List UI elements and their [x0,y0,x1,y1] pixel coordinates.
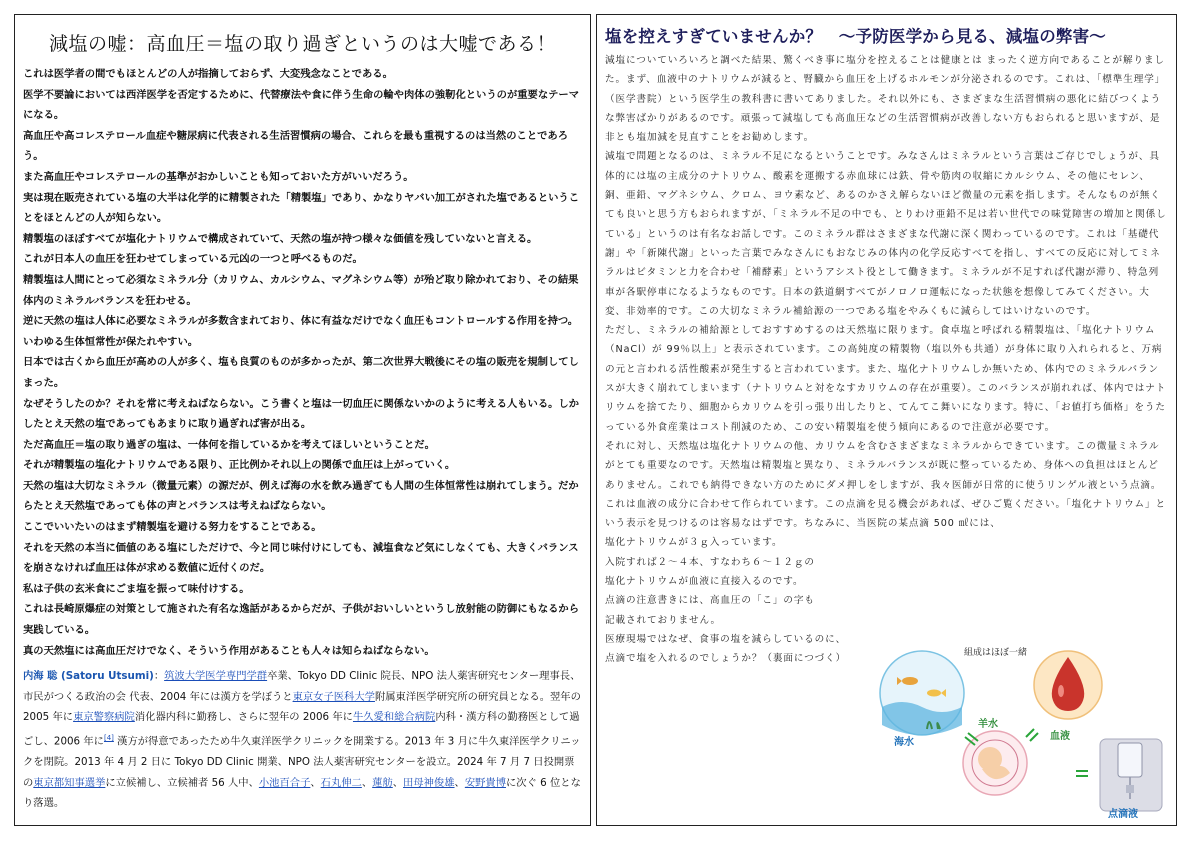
link-twmu[interactable]: 東京女子医科大学 [292,690,375,703]
seawater-label: 海水 [894,737,914,748]
illustration-graphic [872,645,1172,821]
right-article [596,14,1177,826]
link-anno[interactable]: 安野貴博 [464,776,507,789]
author-bio [23,666,582,814]
left-article-title: 減塩の嘘：高血圧＝塩の取り過ぎというのは大嘘である！ [48,33,556,55]
paragraph-line: 塩化ナトリウムが３ｇ入っています。 [605,537,783,549]
bio-text: 漢方が得意であったため牛久東洋医学クリニックを開業する。2013 年 3 月に牛久東洋医学クリニックを閉院。2013 年 4 月 2 日に Tokyo DD Clinic 開業、NPO 法人薬害研究センターを設立。2024 年 7 月 7 日投開票の [23,735,581,789]
link-ishimaru[interactable]: 石丸伸二 [320,776,362,789]
bio-text: に次ぐ 6 位となり落選。 [23,776,581,810]
paragraph-line: 点滴の注意書きには、高血圧の「こ」の字も [605,595,815,607]
iv-drip-icon [1100,739,1162,811]
right-article-body [605,51,1168,669]
paragraph: これが日本人の血圧を狂わせてしまっている元凶の一つと呼べるものだ。 [23,253,363,266]
paragraph-line: 塩化ナトリウムが血液に直接入るのです。 [605,576,804,588]
paragraph: 精製塩は人間にとって必須なミネラル分（カリウム、カルシウム、マグネシウム等）が殆ど取り除かれており、その結果体内のミネラルバランスを狂わせる。 [23,273,579,307]
blood-drop-icon [1034,651,1102,719]
paragraph: 真の天然塩には高血圧だけでなく、そういう作用があることも人々は知らねばならない。 [23,644,435,657]
illustration-caption: 組成はほぼ一緒 [964,648,1028,658]
paragraph: 日本では古くから血圧が高めの人が多く、塩も良質のものが多かったが、第二次世界大戦後にその塩の販売を規制してしまった。 [23,356,579,389]
paragraph: なぜそうしたのか？それを常に考えねばならない。こう書くと塩は一切血圧に関係ないかのように考える人もいる。しかしたとえ天然の塩であってもあまりに取り過ぎれば害が出る。 [23,397,580,431]
bio-text: 、 [310,776,321,789]
paragraph: それが精製塩の塩化ナトリウムである限り、正比例かそれ以上の関係で血圧は上がっていく。 [23,459,456,472]
link-ushiku-aiwa[interactable]: 牛久愛和総合病院 [352,711,436,724]
bio-text: 、 [454,776,465,789]
link-koike[interactable]: 小池百合子 [258,776,311,789]
paragraph: 私は子供の玄米食にごま塩を振って味付けする。 [23,582,250,595]
author-name: 内海 聡 (Satoru Utsumi) [23,670,154,683]
paragraph: ただ高血圧＝塩の取り過ぎの塩は、一体何を指しているかを考えてほしいということだ。 [23,438,435,451]
bio-text: 卒業、Tokyo DD Clinic 院長、NPO 法人薬害研究センター理事長、市民がつくる政治の会 代表、2004 年には漢方を学ぼうと [23,670,581,703]
paragraph-line: 記載されておりません。 [605,614,722,626]
link-renho[interactable]: 蓮舫 [372,776,393,789]
paragraph: 逆に天然の塩は人体に必要なミネラルが多数含まれており、体に有益なだけでなく血圧もコントロールする作用を持つ。いわゆる生体恒常性が保たれやすい。 [23,315,579,348]
paragraph: 精製塩のほぼすべてが塩化ナトリウムで構成されていて、天然の塩が持つ様々な価値を残していないと言える。 [23,232,538,245]
paragraph-line: 点滴で塩を入れるのでしょうか？（裏面につづく） [605,653,847,665]
paragraph-line: 医療現場ではなぜ、食事の塩を減らしているのに、 [605,633,847,645]
amniotic-icon [963,731,1027,795]
paragraph: ただし、ミネラルの補給源としておすすめするのは天然塩に限ります。食卓塩と呼ばれる精製塩は、「塩化ナトリウム（NaCl）が 99％以上」と表示されています。この高純度の精製物（塩以外も共通）が身体に取り入れられると、万病の元と言われる活性酸素が発生すると言われています。また、塩化ナトリウムしか無いため、体内でのミネラルバランスが大きく崩れてしまいます（ナトリウムと対をなすカリウムの存在が重要）。このバランスが崩れれば、体内ではナトリウムを捨てたり、細胞からカリウムを引っ張り出したりと、てんてこ舞いになります。特に、「お値打ち価格」をうたっている外食産業はコスト削減のため、この安い精製塩を使う傾向にあるので注意が必要です。 [605,325,1167,433]
paragraph: 高血圧や高コレステロール血症や糖尿病に代表される生活習慣病の場合、これらを最も重視するのは当然のことであろう。 [23,129,569,163]
link-police-hospital[interactable]: 東京警察病院 [73,711,135,724]
bio-text: に立候補し、立候補者 56 人中、 [105,776,259,789]
paragraph: これは医学者の間でもほとんどの人が指摘しておらず、大変残念なことである。 [23,68,393,80]
citation-link[interactable]: [4] [103,734,114,742]
amniotic-label: 羊水 [978,719,998,730]
paragraph: それを天然の本当に価値のある塩にしただけで、今と同じ味付けにしても、減塩食など気にしなくても、大きくバランスを崩さなければ血圧は体が求める数値に近付くのだ。 [23,541,579,575]
paragraph: これは長崎原爆症の対策として施された有名な逸話があるからだが、子供がおいしいというし放射能の防御にもなるから実践している。 [23,603,580,637]
bio-text: 附属東洋医学研究所の研究員となる。翌年の 2005 年に [23,690,581,724]
link-tsukuba[interactable]: 筑波大学医学専門学群 [164,670,268,683]
left-article-body [23,64,582,661]
paragraph: 減塩で問題となるのは、ミネラル不足になるということです。みなさんはミネラルという言葉はご存じでしょうが、具体的には塩の主成分のナトリウム、酸素を運搬する赤血球には鉄、骨や筋肉の収縮にカルシウム、その他にセレン、銅、亜鉛、マグネシウム、クロム、ヨウ素など、あるのかさえ解らないほど微量の元素を指します。そんなものが無くても良いと思う方もおられますが、「ミネラル不足の中でも、とりわけ亜鉛不足は若い世代での味覚障害の増加と関係している」というのは有名なお話しです。このミネラル群はさまざまな代謝に深く関わっているのです。これは「基礎代謝」や「新陳代謝」といった言葉でみなさんにもおなじみの体内の化学反応すべてを指し、すべての反応に対してミネラルはビタミンと力を合わせ「補酵素」というアシスト役として働きます。ミネラルが不足すれば代謝が滞り、特急列車が各駅停車になるようなものです。日本の鉄道網すべてがノロノロ運転になった状態を想像してみてください。大変、非効率的です。この大切なミネラル補給源の一つである塩をやみくもに減らしてはいけないのです。 [605,151,1167,317]
left-article [14,14,591,826]
paragraph-line: 入院すれば２～４本、すなわち６～１２ｇの [605,556,815,568]
bio-text: 、 [361,776,373,789]
bio-text: 消化器内科に勤務し、さらに翌年の 2006 年に [134,711,353,724]
paragraph: ここでいいたいのはまず精製塩を避ける努力をすることである。 [23,521,322,534]
paragraph: 減塩についていろいろと調べた結果、驚くべき事に塩分を控えることは健康とは まったく逆方向であることが解りました。まず、血液中のナトリウムが減ると、腎臓から血圧を上げるホルモンが分泌されるのです。これは、「標準生理学」（医学書院）という医学生の教科書に書いてありました。それ以外にも、さまざまな生活習慣病の悪化に結びつくような弊害ばかりがあるのです。頑張って減塩しても高血圧などの生活習慣病が改善しない方もおられると思いますが、是非とも塩加減を見直すことをお勧めします。 [605,55,1166,144]
paragraph: 天然の塩は大切なミネラル（微量元素）の源だが、例えば海の水を飲み過ぎても人間の生体恒常性は崩れてしまう。だからたとえ天然塩であっても体の声とバランスは考えねばならない。 [23,479,579,513]
paragraph: 医学不要論においては西洋医学を否定するために、代替療法や食に伴う生命の輪や肉体の強靭化というのが重要なテーマになる。 [23,88,580,122]
drip-label: 点滴液 [1108,809,1138,820]
paragraph: また高血圧やコレステロールの基準がおかしいことも知っておいた方がいいだろう。 [23,170,414,183]
seawater-icon [880,651,964,735]
composition-illustration [872,645,1172,821]
bio-text: 、 [392,776,404,789]
paragraph: それに対し、天然塩は塩化ナトリウムの他、カリウムを含むさまざまなミネラルからできています。この微量ミネラルがとても重要なのです。天然塩は精製塩と異なり、ミネラルバランスが既に整っているため、身体への負担はほとんどありません。これでも納得できない方のためにダメ押しをしますが、我々医師が日常的に使うリンゲル液という点滴。これは血液の成分に合わせて作られています。この点滴を見る機会があれば、ぜひご覧ください。「塩化ナトリウム」という表示を見つけるのは容易なはずです。ちなみに、当医院の某点滴 500 ㎖には、 [605,440,1166,530]
blood-label: 血液 [1050,731,1070,742]
link-tokyo-election[interactable]: 東京都知事選挙 [33,776,106,789]
bio-text: ： [153,670,165,683]
paragraph: 実は現在販売されている塩の大半は化学的に精製された「精製塩」であり、かなりヤバい加工がされた塩であるということをほとんどの人が知らない。 [23,191,580,225]
link-tamogami[interactable]: 田母神俊雄 [403,776,455,789]
bio-text: 内科・漢方科の勤務医として過ごし、2006 年に [23,711,580,748]
right-article-title: 塩を控えすぎていませんか？ ～予防医学から見る、減塩の弊害～ [605,27,1106,46]
